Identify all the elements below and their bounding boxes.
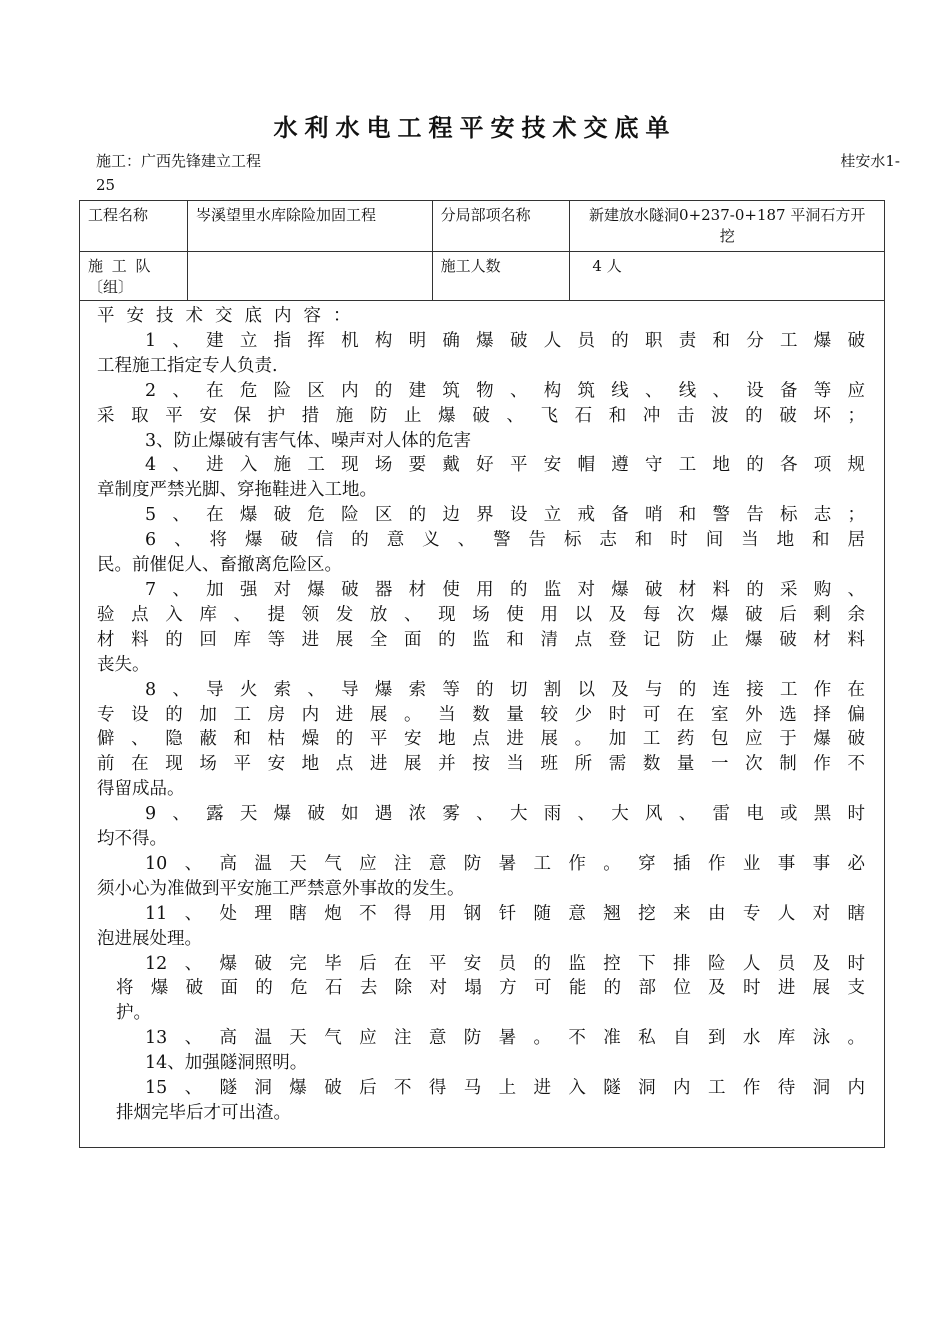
content-box: [79, 300, 885, 1148]
content-line: 排烟完毕后才可出渣。: [116, 1103, 291, 1123]
sub-project-value-line2: 挖: [719, 227, 735, 245]
content-line: 得留成品。: [97, 779, 185, 800]
content-lines: [97, 329, 865, 1126]
content-line: 僻、隐蔽和枯燥的平安地点进展。加工药包应于爆破: [97, 729, 865, 750]
document-number: 桂安水1-: [840, 152, 900, 170]
content-line: 14、加强隧洞照明。: [145, 1053, 308, 1074]
content-heading: 平安技术交底内容：: [97, 306, 363, 326]
sub-project-value: [570, 201, 885, 252]
content-line: 丧失。: [97, 654, 150, 675]
info-row-team: [80, 252, 885, 301]
workers-label: 施工人数: [432, 252, 570, 301]
document-number-continued: 25: [96, 176, 116, 194]
content-line: 验点入库、提领发放、现场使用以及每次爆破后剩余: [97, 604, 865, 625]
content-line: 工程施工指定专人负责.: [97, 355, 278, 376]
content-line: 将爆破面的危石去除对塌方可能的部位及时进展支: [116, 978, 865, 999]
team-value: [187, 252, 432, 301]
info-table: [79, 200, 885, 301]
team-label: [80, 252, 188, 301]
content-line: 8、导火索、导爆索等的切割以及与的连接工作在: [145, 679, 865, 700]
content-line: 材料的回库等进展全面的监和清点登记防止爆破材料: [97, 629, 865, 650]
content-line: 章制度严禁光脚、穿拖鞋进入工地。: [97, 480, 377, 501]
content-body: [97, 304, 865, 1126]
content-line: 6、将爆破信的意义、警告标志和时间当地和居: [145, 530, 865, 551]
info-row-project: [80, 201, 885, 252]
sub-project-label: 分局部项名称: [432, 201, 570, 252]
content-line: 均不得。: [97, 829, 167, 850]
construction-unit: 施工：广西先锋建立工程: [96, 152, 262, 170]
content-line: 1、建立指挥机构明确爆破人员的职责和分工爆破: [145, 330, 865, 351]
team-label-line1: 施 工 队: [88, 257, 153, 275]
team-label-line2: 〔组〕: [88, 278, 134, 296]
content-line: 前在现场平安地点进展并按当班所需数量一次制作不: [97, 754, 865, 775]
content-line: 须小心为准做到平安施工严禁意外事故的发生。: [97, 878, 465, 899]
content-line: 3、防止爆破有害气体、噪声对人体的危害: [145, 430, 472, 451]
content-line: 泡进展处理。: [97, 928, 202, 949]
project-name-value: 岑溪望里水库除险加固工程: [187, 201, 432, 252]
content-line: 12、爆破完毕后在平安员的监控下排险人员及时: [145, 953, 865, 974]
content-line: 5、在爆破危险区的边界设立戒备哨和警告标志；: [145, 505, 865, 526]
content-line: 7、加强对爆破器材使用的监对爆破材料的采购、: [145, 579, 865, 600]
content-line: 11、处理瞎炮不得用钢钎随意翘挖来由专人对瞎: [145, 903, 865, 924]
content-line: 13、高温天气应注意防暑。不准私自到水库泳。: [145, 1028, 865, 1049]
content-line: 民。前催促人、畜撤离危险区。: [97, 555, 342, 576]
content-line: 护。: [116, 1003, 151, 1024]
content-line: 10、高温天气应注意防暑工作。穿插作业事事必: [145, 853, 865, 874]
project-name-label: 工程名称: [80, 201, 188, 252]
content-line: 15、隧洞爆破后不得马上进入隧洞内工作待洞内: [145, 1078, 865, 1099]
content-line: 采取平安保护措施防止爆破、飞石和冲击波的破坏；: [97, 405, 865, 426]
content-line: 9、露天爆破如遇浓雾、大雨、大风、雷电或黑时: [145, 804, 865, 825]
document-title: 水利水电工程平安技术交底单: [273, 114, 677, 142]
content-line: 4、进入施工现场要戴好平安帽遵守工地的各项规: [145, 455, 865, 476]
content-line: 专设的加工房内进展。当数量较少时可在室外选择偏: [97, 704, 865, 725]
content-line: 2、在危险区内的建筑物、构筑线、线、设备等应: [145, 380, 865, 401]
sub-project-value-line1: 新建放水隧洞0+237-0+187 平洞石方开: [589, 206, 866, 224]
workers-value: 4 人: [570, 252, 885, 301]
